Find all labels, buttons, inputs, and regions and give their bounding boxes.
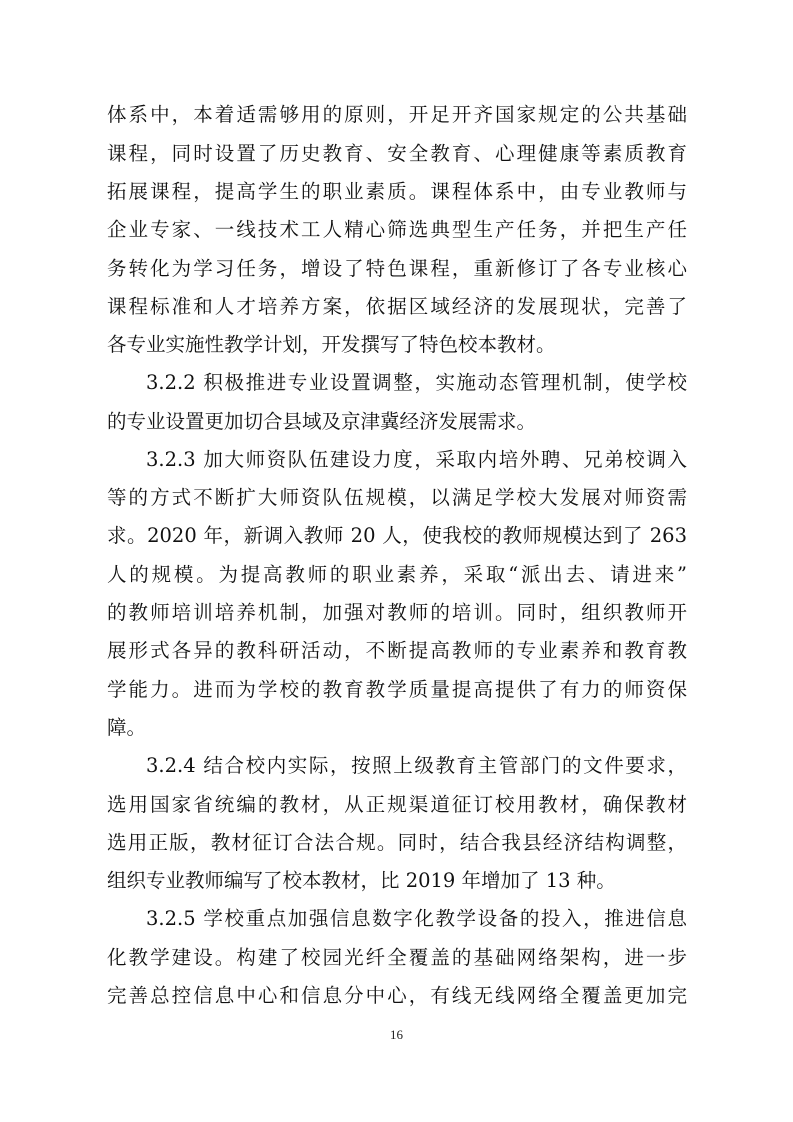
text-line: 3.2.2 积极推进专业设置调整，实施动态管理机制，使学校 [146,371,687,394]
text-line: 的教师培训培养机制，加强对教师的培训。同时，组织教师开 [107,601,687,624]
text-line: 组织专业教师编写了校本教材，比 2019 年增加了 13 种。 [107,869,616,892]
text-line: 的专业设置更加切合县域及京津冀经济发展需求。 [107,410,537,433]
text-line: 各专业实施性教学计划，开发撰写了特色校本教材。 [107,333,556,356]
text-line: 选用正版，教材征订合法合规。同时，结合我县经济结构调整， [107,831,687,854]
text-line: 体系中，本着适需够用的原则，开足开齐国家规定的公共基础 [107,103,687,126]
text-line: 选用国家省统编的教材，从正规渠道征订校用教材，确保教材 [107,793,687,816]
text-line: 3.2.3 加大师资队伍建设力度，采取内培外聘、兄弟校调入 [146,448,687,471]
text-line: 企业专家、一线技术工人精心筛选典型生产任务，并把生产任 [107,218,687,241]
text-line: 务转化为学习任务，增设了特色课程，重新修订了各专业核心 [107,257,687,280]
text-line: 拓展课程，提高学生的职业素质。课程体系中，由专业教师与 [107,180,687,203]
text-line: 课程，同时设置了历史教育、安全教育、心理健康等素质教育 [107,142,687,165]
text-line: 求。2020 年，新调入教师 20 人，使我校的教师规模达到了 263 [107,524,687,547]
text-line: 学能力。进而为学校的教育教学质量提高提供了有力的师资保 [107,678,687,701]
text-line: 化教学建设。构建了校园光纤全覆盖的基础网络架构，进一步 [107,946,687,969]
text-line: 3.2.5 学校重点加强信息数字化教学设备的投入，推进信息 [146,907,687,930]
text-line: 展形式各异的教科研活动，不断提高教师的专业素养和教育教 [107,639,687,662]
text-line: 障。 [107,716,147,739]
text-line: 完善总控信息中心和信息分中心，有线无线网络全覆盖更加完 [107,984,687,1007]
text-line: 课程标准和人才培养方案，依据区域经济的发展现状，完善了 [107,295,687,318]
text-line: 3.2.4 结合校内实际，按照上级教育主管部门的文件要求， [146,754,687,777]
page-number: 16 [390,1027,403,1042]
text-line: 人的规模。为提高教师的职业素养，采取“派出去、请进来” [107,563,687,586]
text-line: 等的方式不断扩大师资队伍规模，以满足学校大发展对师资需 [107,486,687,509]
